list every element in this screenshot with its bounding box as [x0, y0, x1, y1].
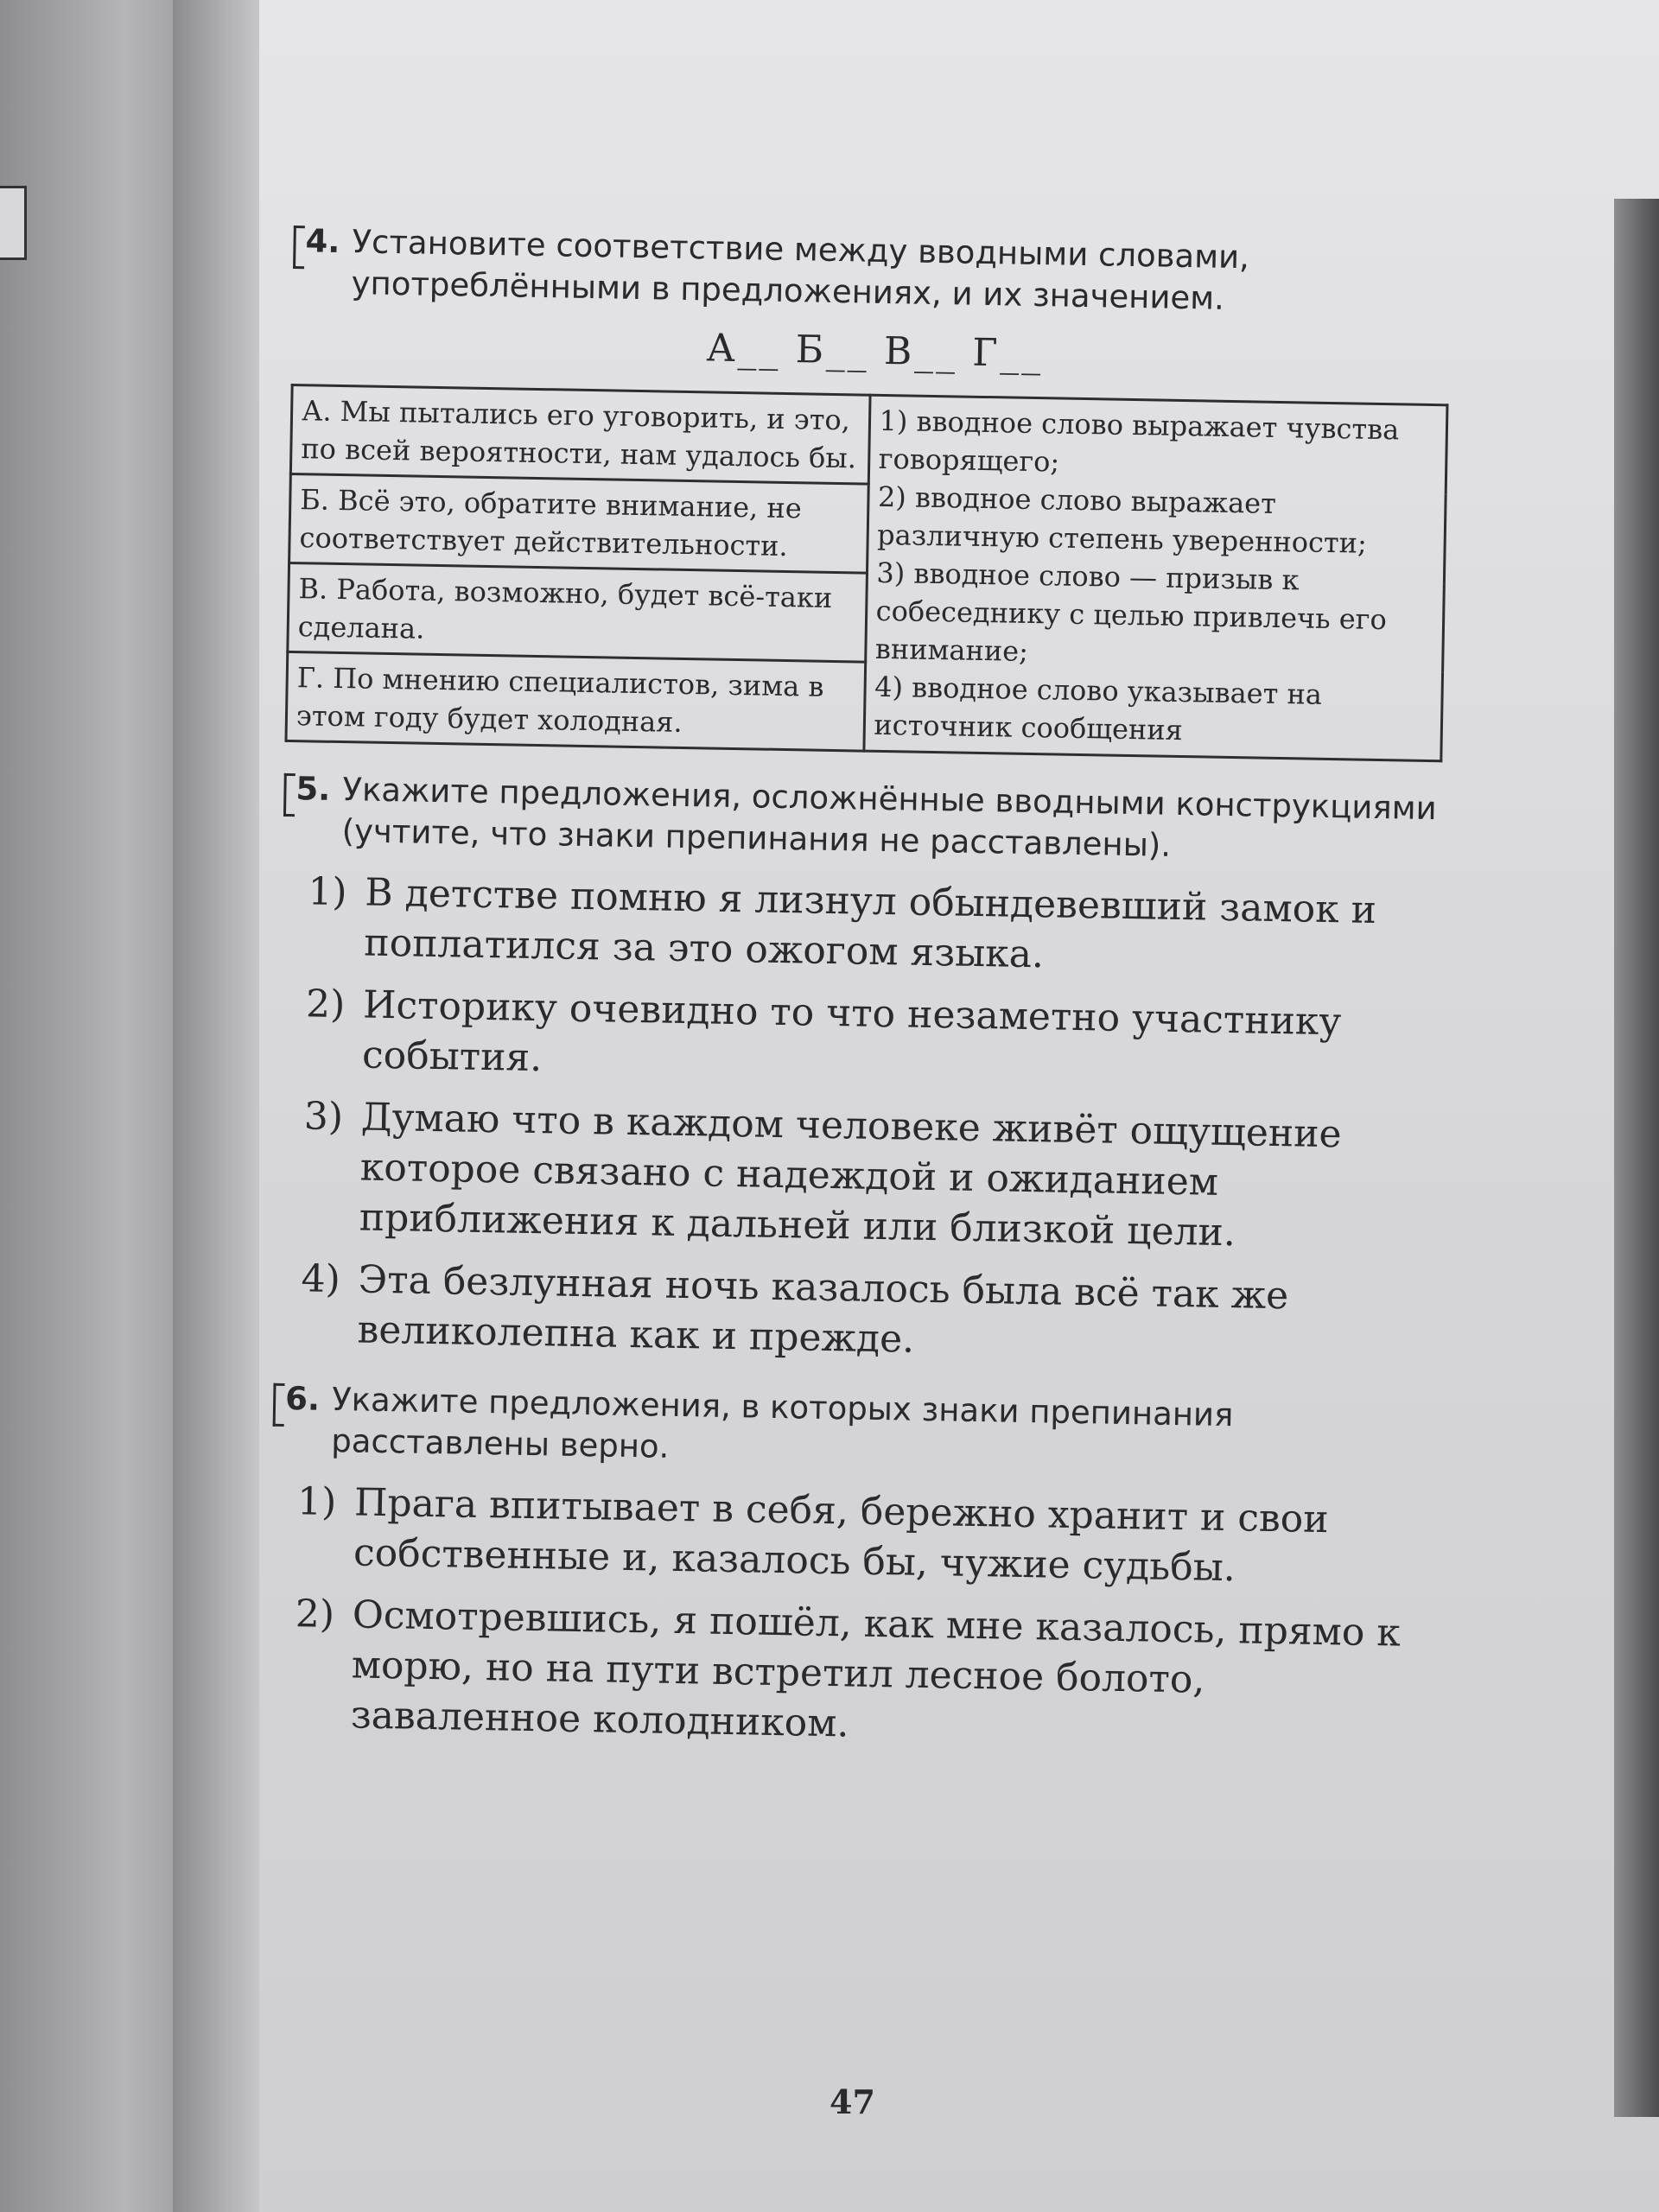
item-text: Эта безлунная ночь казалось была всё так же великолепна как и прежде.: [357, 1257, 1289, 1362]
item-number: 2): [295, 1592, 335, 1637]
task-number: 5.: [283, 768, 343, 810]
sentence-cell: А. Мы пытались его уговорить, и это, по всей вероятности, нам удалось бы.: [290, 385, 869, 484]
item-number: 4): [301, 1256, 341, 1302]
task-6: [267, 1378, 1440, 1759]
item-number: 2): [305, 982, 346, 1027]
matching-table: [284, 384, 1448, 762]
answer-template: А__ Б__ В__ Г__: [706, 326, 1044, 377]
sentence-cell: В. Работа, возможно, будет всё-таки сделана.: [288, 563, 867, 662]
task-5: [274, 768, 1451, 1374]
item-number: 1): [307, 869, 348, 915]
item-number: 3): [303, 1094, 344, 1140]
task-number: 6.: [273, 1378, 333, 1421]
list-item: [305, 979, 1447, 1099]
task-instruction: Укажите предложения, в которых знаки препинания расставлены верно.: [330, 1380, 1234, 1465]
item-text: В детстве помню я лизнул обындевевший замок и поплатился за это ожогом языка.: [363, 870, 1377, 977]
list-item: [293, 1589, 1436, 1759]
task-instruction: Установите соответствие между вводными словами, употреблёнными в предложениях, и их значением.: [351, 223, 1250, 317]
task-instruction: Укажите предложения, осложнённые вводными конструкциями (учтите, что знаки препинания не расставлены).: [341, 771, 1438, 864]
meaning-option: 1) вводное слово выражает чувства говорящего;: [878, 404, 1400, 479]
item-text: Осмотревшись, я пошёл, как мне казалось, прямо к морю, но на пути встретил лесное болото, заваленное колодником.: [350, 1592, 1402, 1746]
list-item: [296, 1477, 1439, 1597]
task-6-header: [272, 1378, 1440, 1482]
task-4: [284, 220, 1459, 762]
list-item: [307, 867, 1449, 987]
item-text: Думаю что в каждом человеке живёт ощущение которое связано с надеждой и ожиданием приближения к дальней или близкой цели.: [359, 1095, 1343, 1255]
list-item: [300, 1254, 1442, 1374]
page-number: 47: [830, 2082, 875, 2121]
meaning-option: 2) вводное слово выражает различную степень уверенности;: [876, 480, 1368, 560]
left-page-task-marker: [0, 186, 27, 260]
task-number: 4.: [293, 220, 353, 263]
list-item: [302, 1091, 1445, 1262]
meaning-option: 4) вводное слово указывает на источник сообщения: [874, 670, 1323, 747]
page-content: [267, 220, 1460, 1783]
task-5-header: [283, 768, 1450, 872]
sentence-cell: Г. По мнению специалистов, зима в этом году будет холодная.: [286, 652, 865, 751]
task-5-items: [300, 867, 1449, 1374]
item-text: Прага впитывает в себя, бережно хранит и свои собственные и, казалось бы, чужие судьбы.: [353, 1480, 1329, 1591]
page-stack-edge: [1614, 199, 1659, 2117]
item-text: Историку очевидно то что незаметно участнику события.: [361, 982, 1342, 1081]
meaning-option: 3) вводное слово — призыв к собеседнику с целью привлечь его внимание;: [874, 556, 1388, 668]
item-number: 1): [296, 1479, 337, 1525]
meanings-cell: [863, 395, 1447, 761]
sentence-cell: Б. Всё это, обратите внимание, не соответствует действительности.: [289, 474, 868, 573]
task-6-items: [293, 1477, 1438, 1759]
